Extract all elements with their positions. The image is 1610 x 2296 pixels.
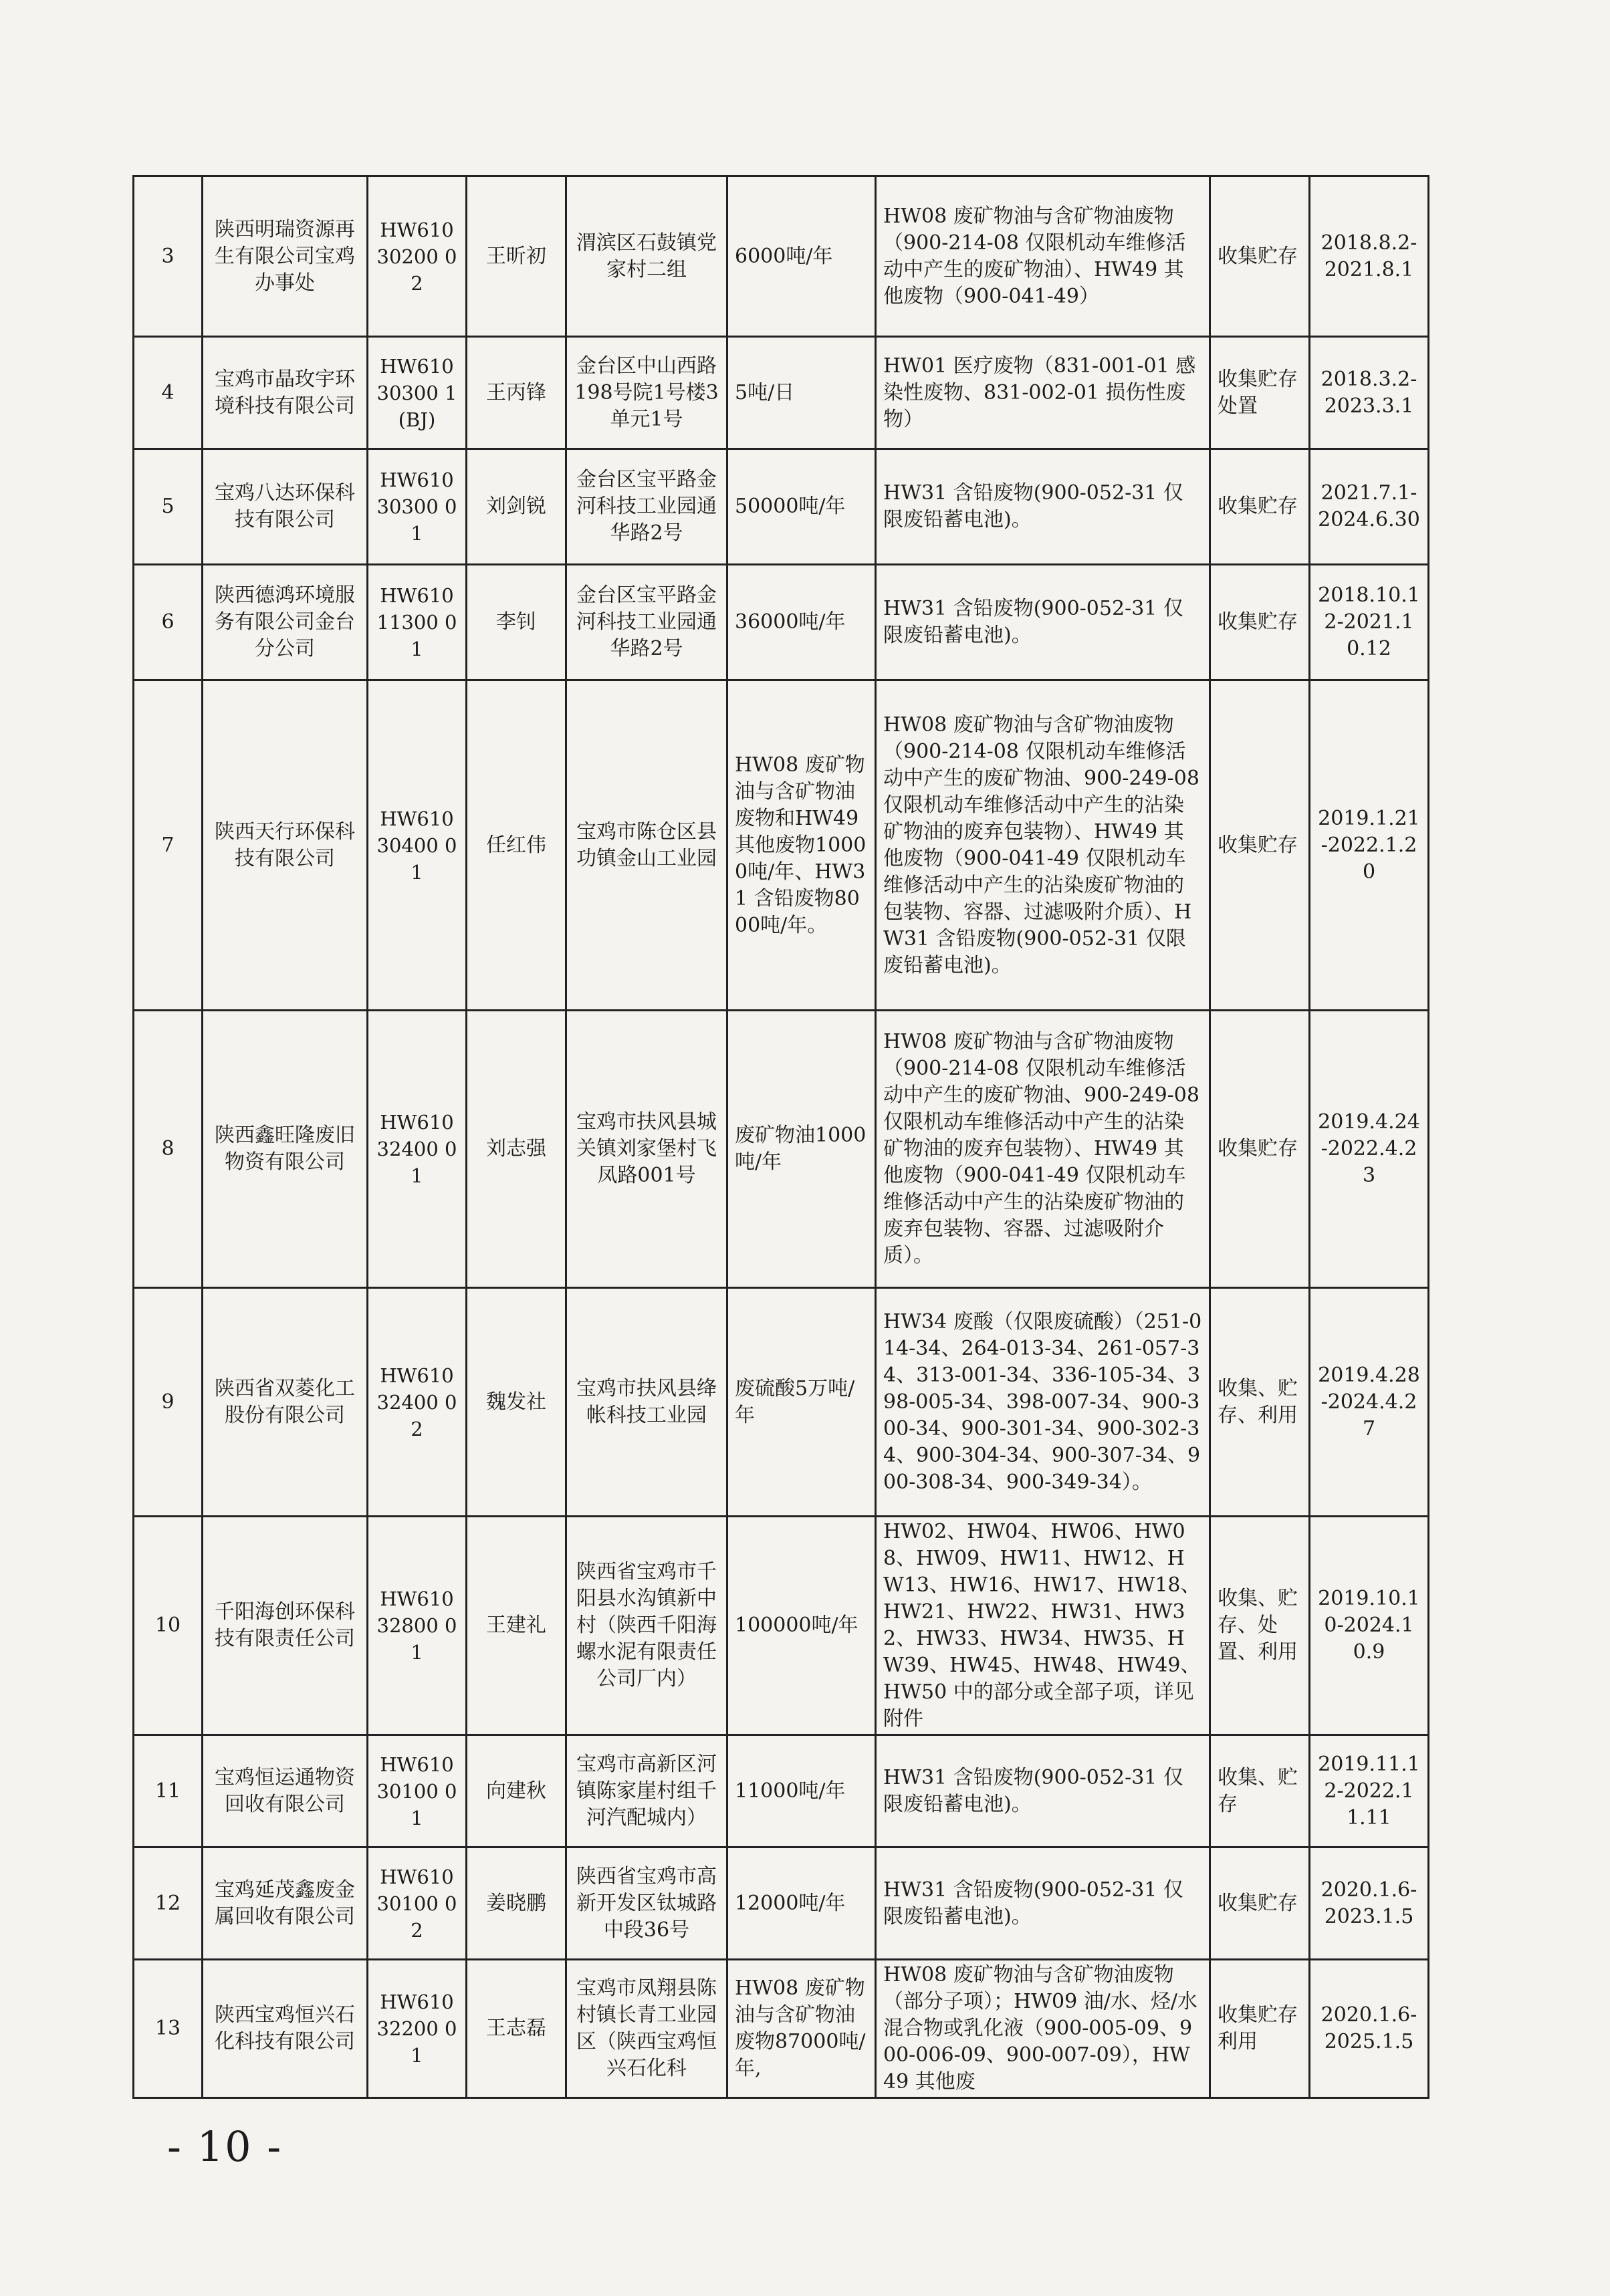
cell-permit-code: HW61011300 01 — [368, 565, 467, 680]
cell-permit-code: HW61030400 01 — [368, 680, 467, 1011]
table-row — [134, 449, 1429, 565]
cell-operation-mode: 收集贮存利用 — [1210, 1960, 1310, 2098]
cell-waste-scope: HW08 废矿物油与含矿物油废物（部分子项）；HW09 油/水、烃/水混合物或乳化液（900-005-09、900-006-09、900-007-09），HW49 其他废 — [876, 1960, 1210, 2098]
table-row — [134, 565, 1429, 680]
cell-capacity: 废硫酸5万吨/年 — [727, 1288, 876, 1517]
cell-validity-period: 2019.1.21-2022.1.20 — [1310, 680, 1429, 1011]
cell-address: 陕西省宝鸡市千阳县水沟镇新中村（陕西千阳海螺水泥有限责任公司厂内） — [566, 1517, 727, 1735]
cell-company-name: 陕西省双菱化工股份有限公司 — [203, 1288, 368, 1517]
cell-legal-person: 魏发社 — [467, 1288, 566, 1517]
cell-address: 渭滨区石鼓镇党家村二组 — [566, 176, 727, 337]
permit-table — [132, 175, 1429, 2099]
cell-company-name: 陕西明瑞资源再生有限公司宝鸡办事处 — [203, 176, 368, 337]
cell-legal-person: 王昕初 — [467, 176, 566, 337]
cell-waste-scope: HW01 医疗废物（831-001-01 感染性废物、831-002-01 损伤性废物） — [876, 337, 1210, 449]
table-row — [134, 1288, 1429, 1517]
table-body — [134, 176, 1429, 2098]
cell-waste-scope: HW08 废矿物油与含矿物油废物（900-214-08 仅限机动车维修活动中产生的废矿物油、900-249-08 仅限机动车维修活动中产生的沾染矿物油的废弃包装物）、HW49 其他废物（900-041-49 仅限机动车维修活动中产生的沾染废矿物油的包装物、容器、过滤吸附介质）、HW31 含铅废物(900-052-31 仅限废铅蓄电池)。 — [876, 680, 1210, 1011]
cell-capacity: 5吨/日 — [727, 337, 876, 449]
cell-address: 宝鸡市扶风县绛帐科技工业园 — [566, 1288, 727, 1517]
cell-operation-mode: 收集、贮存、利用 — [1210, 1288, 1310, 1517]
cell-waste-scope: HW31 含铅废物(900-052-31 仅限废铅蓄电池)。 — [876, 1847, 1210, 1960]
cell-permit-code: HW61030200 02 — [368, 176, 467, 337]
cell-address: 宝鸡市凤翔县陈村镇长青工业园区（陕西宝鸡恒兴石化科 — [566, 1960, 727, 2098]
cell-legal-person: 王建礼 — [467, 1517, 566, 1735]
cell-number: 13 — [134, 1960, 203, 2098]
table-row — [134, 1517, 1429, 1735]
cell-operation-mode: 收集贮存处置 — [1210, 337, 1310, 449]
cell-validity-period: 2021.7.1-2024.6.30 — [1310, 449, 1429, 565]
cell-number: 3 — [134, 176, 203, 337]
cell-company-name: 陕西天行环保科技有限公司 — [203, 680, 368, 1011]
cell-waste-scope: HW02、HW04、HW06、HW08、HW09、HW11、HW12、HW13、HW16、HW17、HW18、HW21、HW22、HW31、HW32、HW33、HW34、HW35、HW39、HW45、HW48、HW49、HW50 中的部分或全部子项，详见附件 — [876, 1517, 1210, 1735]
cell-operation-mode: 收集、贮存 — [1210, 1735, 1310, 1847]
cell-company-name: 千阳海创环保科技有限责任公司 — [203, 1517, 368, 1735]
cell-validity-period: 2019.10.10-2024.10.9 — [1310, 1517, 1429, 1735]
cell-address: 宝鸡市陈仓区县功镇金山工业园 — [566, 680, 727, 1011]
cell-company-name: 陕西德鸿环境服务有限公司金台分公司 — [203, 565, 368, 680]
cell-capacity: HW08 废矿物油与含矿物油废物87000吨/年, — [727, 1960, 876, 2098]
cell-number: 5 — [134, 449, 203, 565]
cell-capacity: 100000吨/年 — [727, 1517, 876, 1735]
cell-legal-person: 任红伟 — [467, 680, 566, 1011]
cell-number: 6 — [134, 565, 203, 680]
cell-number: 12 — [134, 1847, 203, 1960]
table-row — [134, 337, 1429, 449]
cell-capacity: 废矿物油1000吨/年 — [727, 1011, 876, 1288]
cell-company-name: 宝鸡市晶玫宇环境科技有限公司 — [203, 337, 368, 449]
cell-legal-person: 刘志强 — [467, 1011, 566, 1288]
table-row — [134, 176, 1429, 337]
cell-number: 8 — [134, 1011, 203, 1288]
cell-permit-code: HW61030100 02 — [368, 1847, 467, 1960]
cell-address: 金台区宝平路金河科技工业园通华路2号 — [566, 449, 727, 565]
cell-waste-scope: HW31 含铅废物(900-052-31 仅限废铅蓄电池)。 — [876, 565, 1210, 680]
cell-permit-code: HW61032200 01 — [368, 1960, 467, 2098]
cell-company-name: 宝鸡延茂鑫废金属回收有限公司 — [203, 1847, 368, 1960]
cell-company-name: 宝鸡恒运通物资回收有限公司 — [203, 1735, 368, 1847]
cell-capacity: HW08 废矿物油与含矿物油废物和HW49 其他废物10000吨/年、HW31 含铅废物8000吨/年。 — [727, 680, 876, 1011]
table-row — [134, 1735, 1429, 1847]
cell-operation-mode: 收集贮存 — [1210, 1011, 1310, 1288]
cell-address: 陕西省宝鸡市高新开发区钛城路中段36号 — [566, 1847, 727, 1960]
cell-permit-code: HW61030300 01 — [368, 449, 467, 565]
cell-operation-mode: 收集贮存 — [1210, 176, 1310, 337]
cell-validity-period: 2018.8.2-2021.8.1 — [1310, 176, 1429, 337]
cell-legal-person: 王志磊 — [467, 1960, 566, 2098]
cell-number: 11 — [134, 1735, 203, 1847]
cell-permit-code: HW61030100 01 — [368, 1735, 467, 1847]
cell-address: 宝鸡市高新区河镇陈家崖村组千河汽配城内） — [566, 1735, 727, 1847]
cell-legal-person: 刘剑锐 — [467, 449, 566, 565]
table-row — [134, 1960, 1429, 2098]
cell-company-name: 陕西宝鸡恒兴石化科技有限公司 — [203, 1960, 368, 2098]
cell-operation-mode: 收集贮存 — [1210, 680, 1310, 1011]
cell-permit-code: HW61032400 02 — [368, 1288, 467, 1517]
cell-validity-period: 2018.3.2-2023.3.1 — [1310, 337, 1429, 449]
cell-address: 金台区宝平路金河科技工业园通华路2号 — [566, 565, 727, 680]
cell-permit-code: HW61032800 01 — [368, 1517, 467, 1735]
table-row — [134, 1011, 1429, 1288]
cell-waste-scope: HW31 含铅废物(900-052-31 仅限废铅蓄电池)。 — [876, 449, 1210, 565]
cell-address: 宝鸡市扶风县城关镇刘家堡村飞凤路001号 — [566, 1011, 727, 1288]
cell-number: 4 — [134, 337, 203, 449]
cell-operation-mode: 收集贮存 — [1210, 1847, 1310, 1960]
cell-validity-period: 2019.11.12-2022.11.11 — [1310, 1735, 1429, 1847]
cell-waste-scope: HW31 含铅废物(900-052-31 仅限废铅蓄电池)。 — [876, 1735, 1210, 1847]
cell-validity-period: 2020.1.6-2025.1.5 — [1310, 1960, 1429, 2098]
cell-operation-mode: 收集贮存 — [1210, 565, 1310, 680]
table-row — [134, 680, 1429, 1011]
cell-legal-person: 向建秋 — [467, 1735, 566, 1847]
cell-validity-period: 2018.10.12-2021.10.12 — [1310, 565, 1429, 680]
cell-validity-period: 2019.4.24-2022.4.23 — [1310, 1011, 1429, 1288]
page-number: - 10 - — [167, 2122, 283, 2171]
cell-number: 9 — [134, 1288, 203, 1517]
cell-waste-scope: HW34 废酸（仅限废硫酸）（251-014-34、264-013-34、261-057-34、313-001-34、336-105-34、398-005-34、398-007-34、900-300-34、900-301-34、900-302-34、900-304-34、900-307-34、900-308-34、900-349-34）。 — [876, 1288, 1210, 1517]
cell-address: 金台区中山西路198号院1号楼3单元1号 — [566, 337, 727, 449]
cell-legal-person: 王丙锋 — [467, 337, 566, 449]
cell-legal-person: 李钊 — [467, 565, 566, 680]
cell-validity-period: 2020.1.6-2023.1.5 — [1310, 1847, 1429, 1960]
cell-company-name: 陕西鑫旺隆废旧物资有限公司 — [203, 1011, 368, 1288]
cell-permit-code: HW61032400 01 — [368, 1011, 467, 1288]
cell-capacity: 11000吨/年 — [727, 1735, 876, 1847]
cell-validity-period: 2019.4.28-2024.4.27 — [1310, 1288, 1429, 1517]
cell-capacity: 12000吨/年 — [727, 1847, 876, 1960]
cell-waste-scope: HW08 废矿物油与含矿物油废物（900-214-08 仅限机动车维修活动中产生的废矿物油）、HW49 其他废物（900-041-49） — [876, 176, 1210, 337]
table-row — [134, 1847, 1429, 1960]
cell-legal-person: 姜晓鹏 — [467, 1847, 566, 1960]
cell-capacity: 36000吨/年 — [727, 565, 876, 680]
cell-operation-mode: 收集贮存 — [1210, 449, 1310, 565]
cell-company-name: 宝鸡八达环保科技有限公司 — [203, 449, 368, 565]
cell-number: 10 — [134, 1517, 203, 1735]
cell-number: 7 — [134, 680, 203, 1011]
cell-operation-mode: 收集、贮存、处置、利用 — [1210, 1517, 1310, 1735]
cell-capacity: 6000吨/年 — [727, 176, 876, 337]
cell-permit-code: HW61030300 1(BJ) — [368, 337, 467, 449]
cell-capacity: 50000吨/年 — [727, 449, 876, 565]
cell-waste-scope: HW08 废矿物油与含矿物油废物（900-214-08 仅限机动车维修活动中产生的废矿物油、900-249-08 仅限机动车维修活动中产生的沾染矿物油的废弃包装物）、HW49 其他废物（900-041-49 仅限机动车维修活动中产生的沾染废矿物油的废弃包装物、容器、过滤吸附介质）。 — [876, 1011, 1210, 1288]
